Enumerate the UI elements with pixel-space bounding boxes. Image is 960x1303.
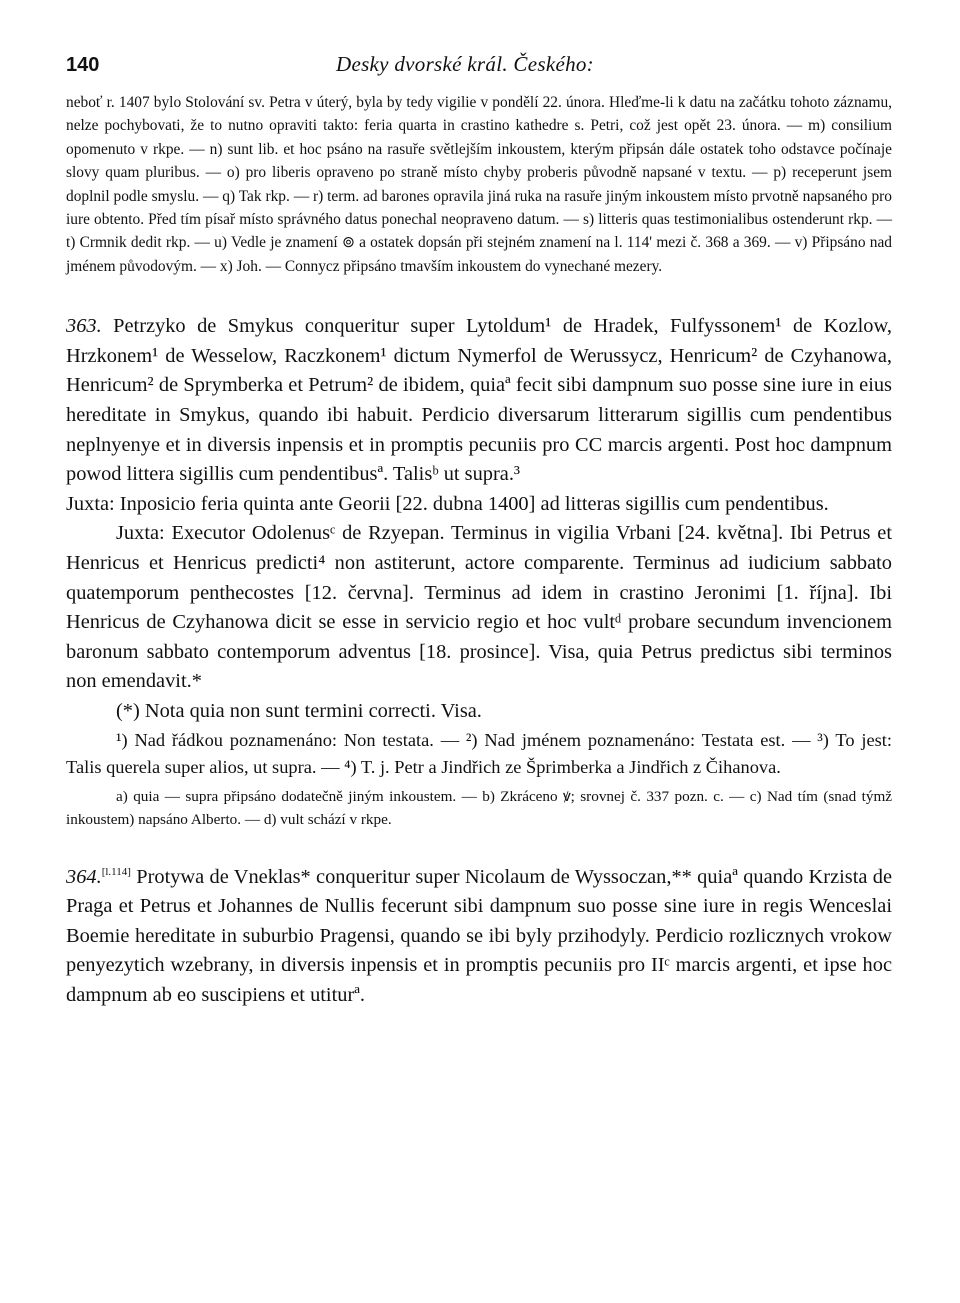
letter-notes-363: [66, 785, 892, 831]
footnotes-363: [66, 727, 892, 781]
entry-363: [66, 312, 892, 726]
letter-note-text: a) quia — supra připsáno dodatečně jiným inkoustem. — b) Zkráceno ꝟ; srovnej č. 337 pozn. c. — c) Nad tím (snad týmž inkoustem) napsáno Alberto. — d) vult schází v rkpe.: [66, 787, 892, 828]
entry-364: [66, 863, 892, 1011]
nota: (*) Nota quia non sunt termini correcti. Visa.: [116, 699, 482, 722]
entry-363-body: [66, 312, 892, 490]
running-title: Desky dvorské král. Českého:: [336, 52, 594, 76]
folio-ref: [l.114]: [101, 865, 131, 878]
entry-number: 363.: [66, 315, 102, 338]
entry-364-body: [66, 863, 892, 1011]
entry-text: Protywa de Vneklas* conqueritur super Nicolaum de Wyssoczan,** quiaª quando Krzista de Praga et Petrus et Johannes de Nullis fecerunt sibi dampnum suo posse sine iure in regis Wenceslai Boemie hereditate in suburbio Pragensi, quando se ibi byly przihodyly. Perdicio rozlicznych vrokow penyezytich wzebrany, in diversis inpensis et in promptis pecuniis pro IIᶜ marcis argenti, et ipse hoc dampnum ab eo suscipiens et utiturª.: [66, 865, 892, 1006]
entry-number: 364.: [66, 865, 102, 888]
critical-notes-continued: [66, 91, 892, 278]
entry-text: Petrzyko de Smykus conqueritur super Lytoldum¹ de Hradek, Fulfyssonem¹ de Kozlow, Hrzkonem¹ de Wesselow, Raczkonem¹ dictum Nymerfol de Werussycz, Henricum² de Czyhanowa, Henricum² de Sprymberka et Petrum² de ibidem, quiaª fecit sibi dampnum suo posse sine iure in eius hereditate in Smykus, quando ibi habuit. Perdicio diversarum litterarum sigillis cum pendentibus neplnyenye et in diversis inpensis et in promptis pecuniis pro CC marcis argenti. Post hoc dampnum powod littera sigillis cum pendentibusª. Talisᵇ ut supra.³: [66, 315, 892, 486]
juxta-executor: Juxta: Executor Odolenusᶜ de Rzyepan. Terminus in vigilia Vrbani [24. května]. Ibi Petrus et Henricus et Henricus predicti⁴ non astiterunt, actore comparente. Terminus ad iudicium sabbato quatemporum penthecostes [12. června]. Terminus ad idem in crastino Jeronimi [1. října]. Ibi Henricus de Czyhanowa dicit se esse in servicio regio et hoc vultᵈ probare secundum invencionem baronum sabbato contemporum adventus [18. prosince]. Visa, quia Petrus predictus sibi terminos non emendavit.*: [66, 522, 892, 693]
notes-text: neboť r. 1407 bylo Stolování sv. Petra v úterý, byla by tedy vigilie v pondělí 22. února. Hleďme-li k datu na začátku tohoto záznamu, nelze pochybovati, že to nutno opraviti takto: feria quarta in crastino kathedre s. Petri, což jest opět 23. února. — m) consilium opomenuto v rkpe. — n) sunt lib. et hoc psáno na rasuře světlejším inkoustem, kterým připsán dále ostatek toho odstavce počínaje slovy quam pluribus. — o) pro liberis opraveno po straně místo chyby proberis původně napsané v textu. — p) receperunt jsem doplnil podle smyslu. — q) Tak rkp. — r) term. ad barones opravila jiná ruka na rasuře jiným inkoustem místo prvotně napsaného pro iure obtento. Před tím písař místo správného datus ponechal neopraveno datum. — s) litteris quas testimonialibus ostenderunt rkp. — t) Crmnik dedit rkp. — u) Vedle je znamení ⊚ a ostatek dopsán při stejném znamení na l. 114' mezi č. 368 a 369. — v) Připsáno nad jménem původovým. — x) Joh. — Connycz připsáno tmavším inkoustem do vynechané mezery.: [66, 94, 892, 275]
juxta-inposicio: Juxta: Inposicio feria quinta ante Georii [22. dubna 1400] ad litteras sigillis cum pendentibus.: [66, 492, 829, 515]
page: [66, 52, 892, 1011]
page-number: 140: [66, 54, 100, 76]
page-header: [66, 52, 892, 77]
footnote-text: ¹) Nad řádkou poznamenáno: Non testata. — ²) Nad jménem poznamenáno: Testata est. — ³) To jest: Talis querela super alios, ut supra. — ⁴) T. j. Petr a Jindřich ze Šprimberka a Jindřich z Čihanova.: [66, 729, 892, 777]
